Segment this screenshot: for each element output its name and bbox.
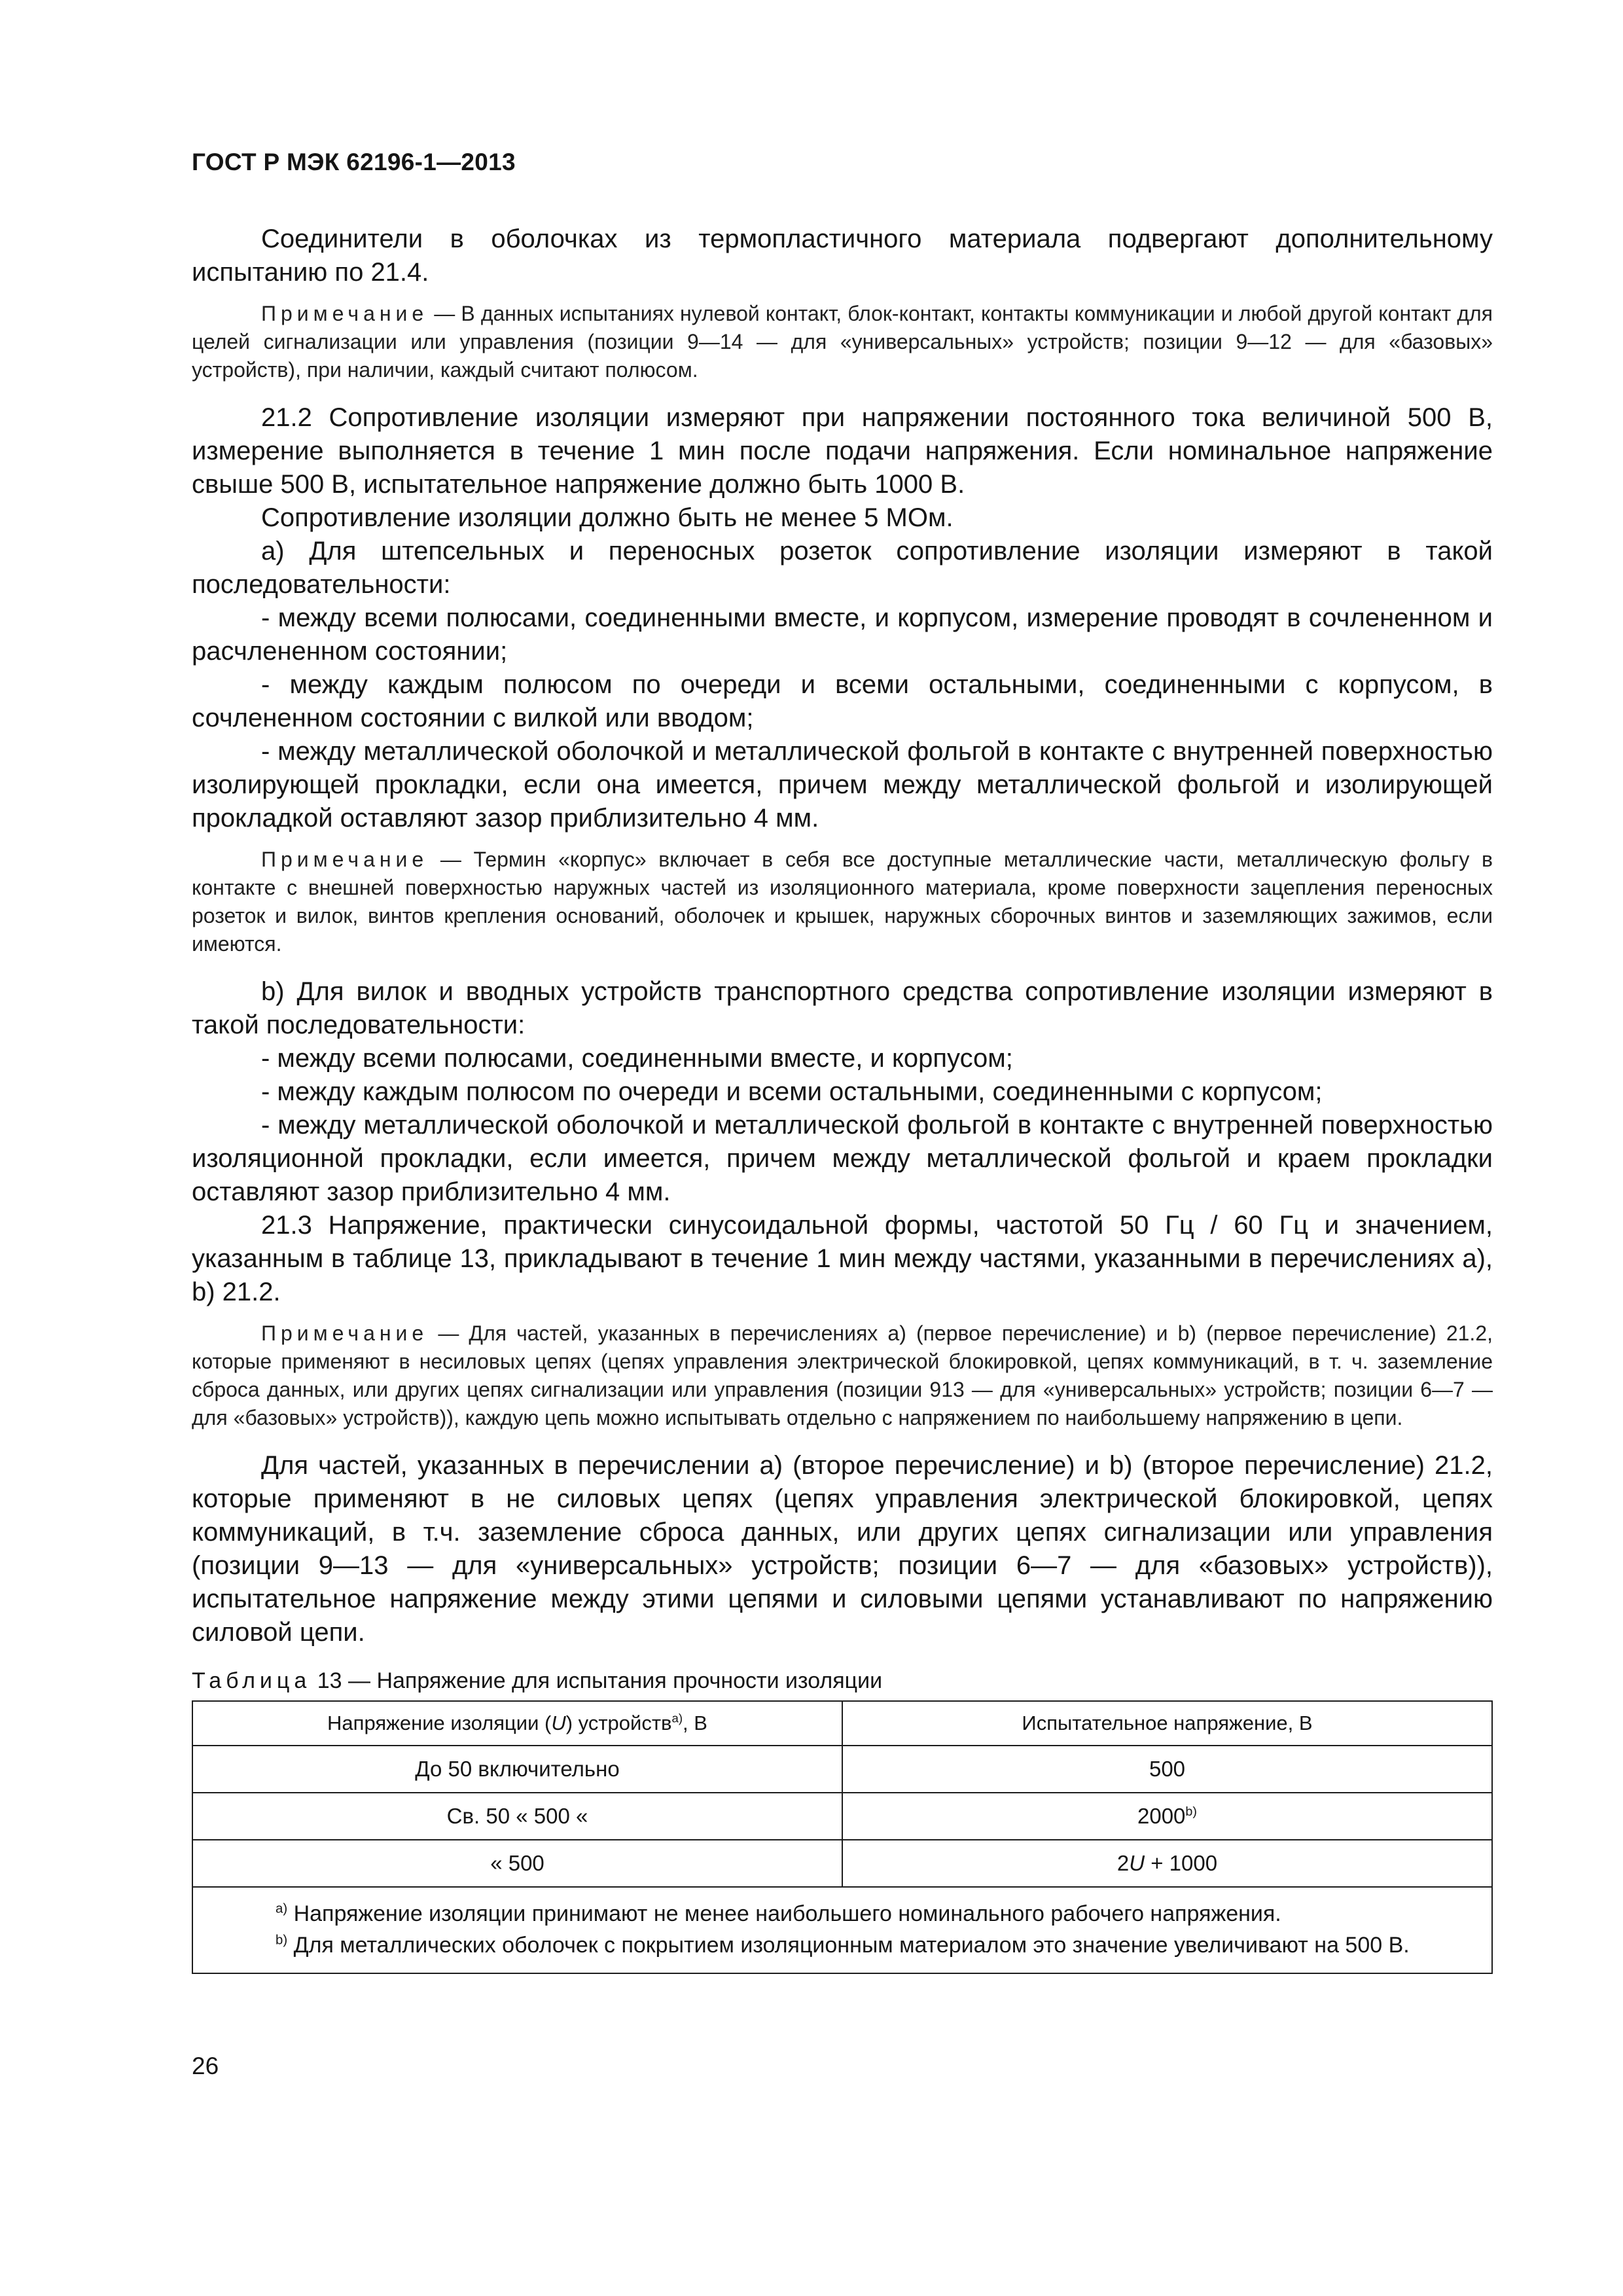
footnote-mark: а) (671, 1711, 683, 1725)
footnote-text: Напряжение изоляции принимают не менее наибольшего номинального рабочего напряжения. (287, 1901, 1281, 1926)
column-header-test-voltage: Испытательное напряжение, В (842, 1701, 1492, 1746)
note (192, 300, 1493, 384)
header-text: Напряжение изоляции ( (327, 1712, 552, 1734)
paragraph: Для частей, указанных в перечислении а) (второе перечисление) и b) (второе перечисление) 21.2, которые применяют в не силовых цепях (цепях управления электрической блокировкой, цепях коммуникаций, в т.ч. заземление сброса данных, или других цепях сигнализации или управления (позиции 9—13 — для «универсальных» устройств; позиции 6—7 — для «базовых» устройств)), испытательное напряжение между этими цепями и силовыми цепями устанавливают по напряжению силовой цепи. (192, 1451, 1493, 1647)
paragraph: Сопротивление изоляции должно быть не менее 5 МОм. (261, 503, 954, 532)
table-cell: 500 (842, 1746, 1492, 1793)
page-body (192, 223, 1493, 1974)
table-cell: До 50 включительно (192, 1746, 842, 1793)
paragraph: 21.2 Сопротивление изоляции измеряют при напряжении постоянного тока величиной 500 В, измерение выполняется в течение 1 мин после подачи напряжения. Если номинальное напряжение свыше 500 В, испытательное напряжение должно быть 1000 В. (192, 403, 1493, 499)
table-row (192, 1793, 1492, 1840)
table-cell (842, 1840, 1492, 1887)
paragraph: 21.3 Напряжение, практически синусоидальной формы, частотой 50 Гц / 60 Гц и значением, указанным в таблице 13, прикладывают в течение 1 мин между частями, указанными в перечислениях а), b) 21.2. (192, 1211, 1493, 1306)
header-text-italic: U (551, 1712, 566, 1734)
list-item: - между металлической оболочкой и металлической фольгой в контакте с внутренней поверхностью изоляционной прокладки, если имеется, причем между металлической фольгой и краем прокладки оставляют зазор приблизительно 4 мм. (192, 1111, 1493, 1206)
paragraph: а) Для штепсельных и переносных розеток сопротивление изоляции измеряют в такой последовательности: (192, 537, 1493, 599)
footnote-mark: а) (276, 1901, 288, 1916)
voltage-test-table (192, 1700, 1493, 1974)
cell-value: + 1000 (1145, 1851, 1218, 1875)
table-caption-label: Таблица (192, 1668, 312, 1693)
column-header-insulation-voltage (192, 1701, 842, 1746)
note (192, 846, 1493, 958)
note-label: Примечание (261, 1321, 429, 1345)
table-cell: Св. 50 « 500 « (192, 1793, 842, 1840)
list-item: - между каждым полюсом по очереди и всеми остальными, соединенными с корпусом; (261, 1077, 1323, 1106)
table-row (192, 1746, 1492, 1793)
table-cell (842, 1793, 1492, 1840)
note-label: Примечание (261, 302, 429, 325)
cell-value: 2 (1116, 1851, 1130, 1875)
list-item: - между всеми полюсами, соединенными вместе, и корпусом; (261, 1044, 1013, 1073)
table-footnotes-row (192, 1887, 1492, 1973)
footnote (206, 1929, 1478, 1961)
table-caption-text: 13 — Напряжение для испытания прочности изоляции (311, 1668, 883, 1693)
footnote (206, 1898, 1478, 1929)
paragraph: Соединители в оболочках из термопластичного материала подвергают дополнительному испытанию по 21.4. (192, 224, 1493, 287)
list-item: - между каждым полюсом по очереди и всеми остальными, соединенными с корпусом, в сочлененном состоянии с вилкой или вводом; (192, 670, 1493, 732)
note-text: — В данных испытаниях нулевой контакт, блок-контакт, контакты коммуникации и любой другой контакт для целей сигнализации или управления (позиции 9—14 — для «универсальных» устройств; позиции 9—12 — для «базовых» устройств), при наличии, каждый считают полюсом. (192, 302, 1493, 382)
table-footnotes (192, 1887, 1492, 1973)
table-caption (192, 1666, 1493, 1695)
list-item: - между всеми полюсами, соединенными вместе, и корпусом, измерение проводят в сочлененном и расчлененном состоянии; (192, 603, 1493, 666)
table-row (192, 1840, 1492, 1887)
table-cell: « 500 (192, 1840, 842, 1887)
cell-value-italic: U (1129, 1851, 1145, 1875)
page-number: 26 (192, 2053, 219, 2079)
list-item: - между металлической оболочкой и металлической фольгой в контакте с внутренней поверхностью изолирующей прокладки, если она имеется, причем между металлической фольгой и изолирующей прокладкой оставляют зазор приблизительно 4 мм. (192, 737, 1493, 833)
note (192, 1319, 1493, 1432)
note-text: — Для частей, указанных в перечислениях а) (первое перечисление) и b) (первое перечисление) 21.2, которые применяют в несиловых цепях (цепях управления электрической блокировкой, цепях коммуникаций, в т. ч. заземление сброса данных, или других цепях сигнализации или управления (позиции 913 — для «универсальных» устройств; позиции 6—7 — для «базовых» устройств)), каждую цепь можно испытывать отдельно с напряжением по наибольшему напряжению в цепи. (192, 1321, 1493, 1429)
paragraph: b) Для вилок и вводных устройств транспортного средства сопротивление изоляции измеряют в такой последовательности: (192, 977, 1493, 1039)
footnote-mark: b) (276, 1933, 288, 1948)
cell-value: 2000 (1137, 1804, 1186, 1828)
note-text: — Термин «корпус» включает в себя все доступные металлические части, металлическую фольгу в контакте с внешней поверхностью наружных частей из изоляционного материала, кроме поверхности зацепления переносных розеток и вилок, винтов крепления оснований, оболочек и крышек, наружных сборочных винтов и заземляющих зажимов, если имеются. (192, 848, 1493, 956)
note-label: Примечание (261, 848, 429, 871)
table-header-row (192, 1701, 1492, 1746)
footnote-text: Для металлических оболочек с покрытием изоляционным материалом это значение увеличивают на 500 В. (287, 1933, 1410, 1958)
document-code-header: ГОСТ Р МЭК 62196-1—2013 (192, 149, 516, 175)
footnote-mark: b) (1185, 1804, 1197, 1819)
header-text: , В (683, 1712, 707, 1734)
header-text: ) устройств (565, 1712, 672, 1734)
